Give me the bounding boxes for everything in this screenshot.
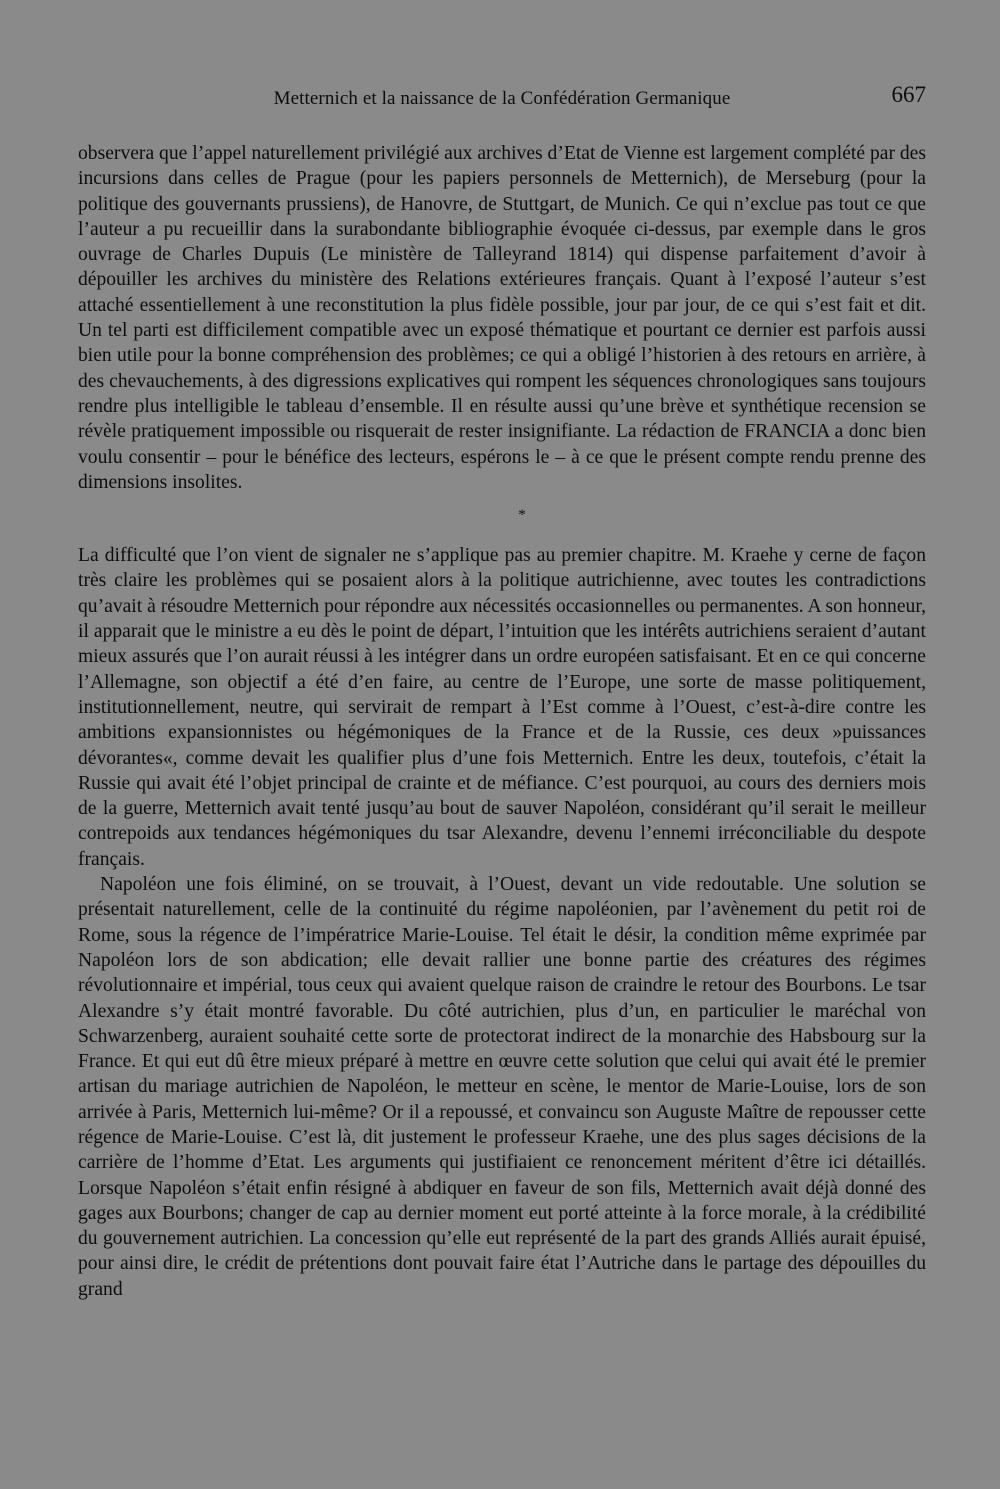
paragraph: La difficulté que l’on vient de signaler ne s’applique pas au premier chapitre. M. Kraehe y cerne de façon très claire les problèmes qui se posaient alors à la politique autrichienne, avec toutes les contradictions qu’avait à résoudre Metternich pour répondre aux nécessités occasionnelles ou permanentes. A son honneur, il apparait que le ministre a eu dès le point de départ, l’intuition que les intérêts autrichiens seraient d’autant mieux assurés que l’on aurait réussi à les intégrer dans un ordre européen satisfaisant. Et en ce qui concerne l’Allemagne, son objectif a été d’en faire, au centre de l’Europe, une sorte de masse politiquement, institutionnellement, neutre, qui servirait de rempart à l’Est comme à l’Ouest, c’est-à-dire contre les ambitions expansionnistes ou hégémoniques de la France et de la Russie, ces deux »puissances dévorantes«, comme devait les qualifier plus d’une fois Metternich. Entre les deux, toutefois, c’était la Russie qui avait été l’objet principal de crainte et de méfiance. C’est pourquoi, au cours des derniers mois de la guerre, Metternich avait tenté jusqu’au bout de sauver Napoléon, considérant qu’il serait le meilleur contrepoids aux tendances hégémoniques du tsar Alexandre, devenu l’ennemi irréconciliable du despote français. xyxy=(78,545,926,870)
running-head xyxy=(78,78,926,118)
section-separator-asterisk: * xyxy=(518,507,526,524)
running-title: Metternich et la naissance de la Confédération Germanique xyxy=(273,88,731,109)
paragraph: Napoléon une fois éliminé, on se trouvait, à l’Ouest, devant un vide redoutable. Une solution se présentait naturellement, celle de la continuité du régime napoléonien, par l’avènement du petit roi de Rome, sous la régence de l’impératrice Marie-Louise. Tel était le désir, la condition même exprimée par Napoléon lors de son abdication; elle devait rallier une bonne partie des créatures des régimes révolutionnaire et impérial, tous ceux qui avaient quelque raison de craindre le retour des Bourbons. Le tsar Alexandre s’y était montré favorable. Du côté autrichien, plus d’un, en particulier le maréchal von Schwarzenberg, auraient souhaité cette sorte de protectorat indirect de la monarchie des Habsbourg sur la France. Et qui eut dû être mieux préparé à mettre en œuvre cette solution que celui qui avait été le premier artisan du mariage autrichien de Napoléon, le metteur en scène, le mentor de Marie-Louise, lors de son arrivée à Paris, Metternich lui-même? Or il a repoussé, et convaincu son Auguste Maître de repousser cette régence de Marie-Louise. C’est là, dit justement le professeur Kraehe, une des plus sages décisions de la carrière de l’homme d’Etat. Les arguments qui justifiaient ce renoncement méritent d’être ici détaillés. Lorsque Napoléon s’était enfin résigné à abdiquer en faveur de son fils, Metternich avait déjà donné des gages aux Bourbons; changer de cap au dernier moment eut porté atteinte à la force morale, à la crédibilité du gouvernement autrichien. La concession qu’elle eut représenté de la part des grands Alliés aurait épuisé, pour ainsi dire, le crédit de prétentions dont pouvait faire état l’Autriche dans le partage des dépouilles du grand xyxy=(78,874,926,1300)
paragraph-continued: observera que l’appel naturellement privilégié aux archives d’Etat de Vienne est largement complété par des incursions dans celles de Prague (pour les papiers personnels de Metternich), de Merseburg (pour la politique des gouvernants prussiens), de Hanovre, de Stuttgart, de Munich. Ce qui n’exclue pas tout ce que l’auteur a pu recueillir dans la surabondante bibliographie évoquée ci-dessus, par exemple dans le gros ouvrage de Charles Dupuis (Le ministère de Talleyrand 1814) qui dispense parfaitement d’avoir à dépouiller les archives du ministère des Relations extérieures français. Quant à l’exposé l’auteur s’est attaché essentiellement à une reconstitution la plus fidèle possible, jour par jour, de ce qui s’est fait et dit. Un tel parti est difficilement compatible avec un exposé thématique et pourtant ce dernier est parfois aussi bien utile pour la bonne compréhension des problèmes; ce qui a obligé l’historien à des retours en arrière, à des chevauchements, à des digressions explicatives qui rompent les séquences chronologiques sans toujours rendre plus intelligible le tableau d’ensemble. Il en résulte aussi qu’une brève et synthétique recension se révèle pratiquement impossible ou risquerait de rester insignifiante. La rédaction de FRANCIA a donc bien voulu consentir – pour le bénéfice des lecteurs, espérons le – à ce que le présent compte rendu prenne des dimensions insolites. xyxy=(78,143,926,493)
body-text xyxy=(78,141,926,1302)
book-page xyxy=(78,78,926,1458)
page-number: 667 xyxy=(891,82,926,107)
